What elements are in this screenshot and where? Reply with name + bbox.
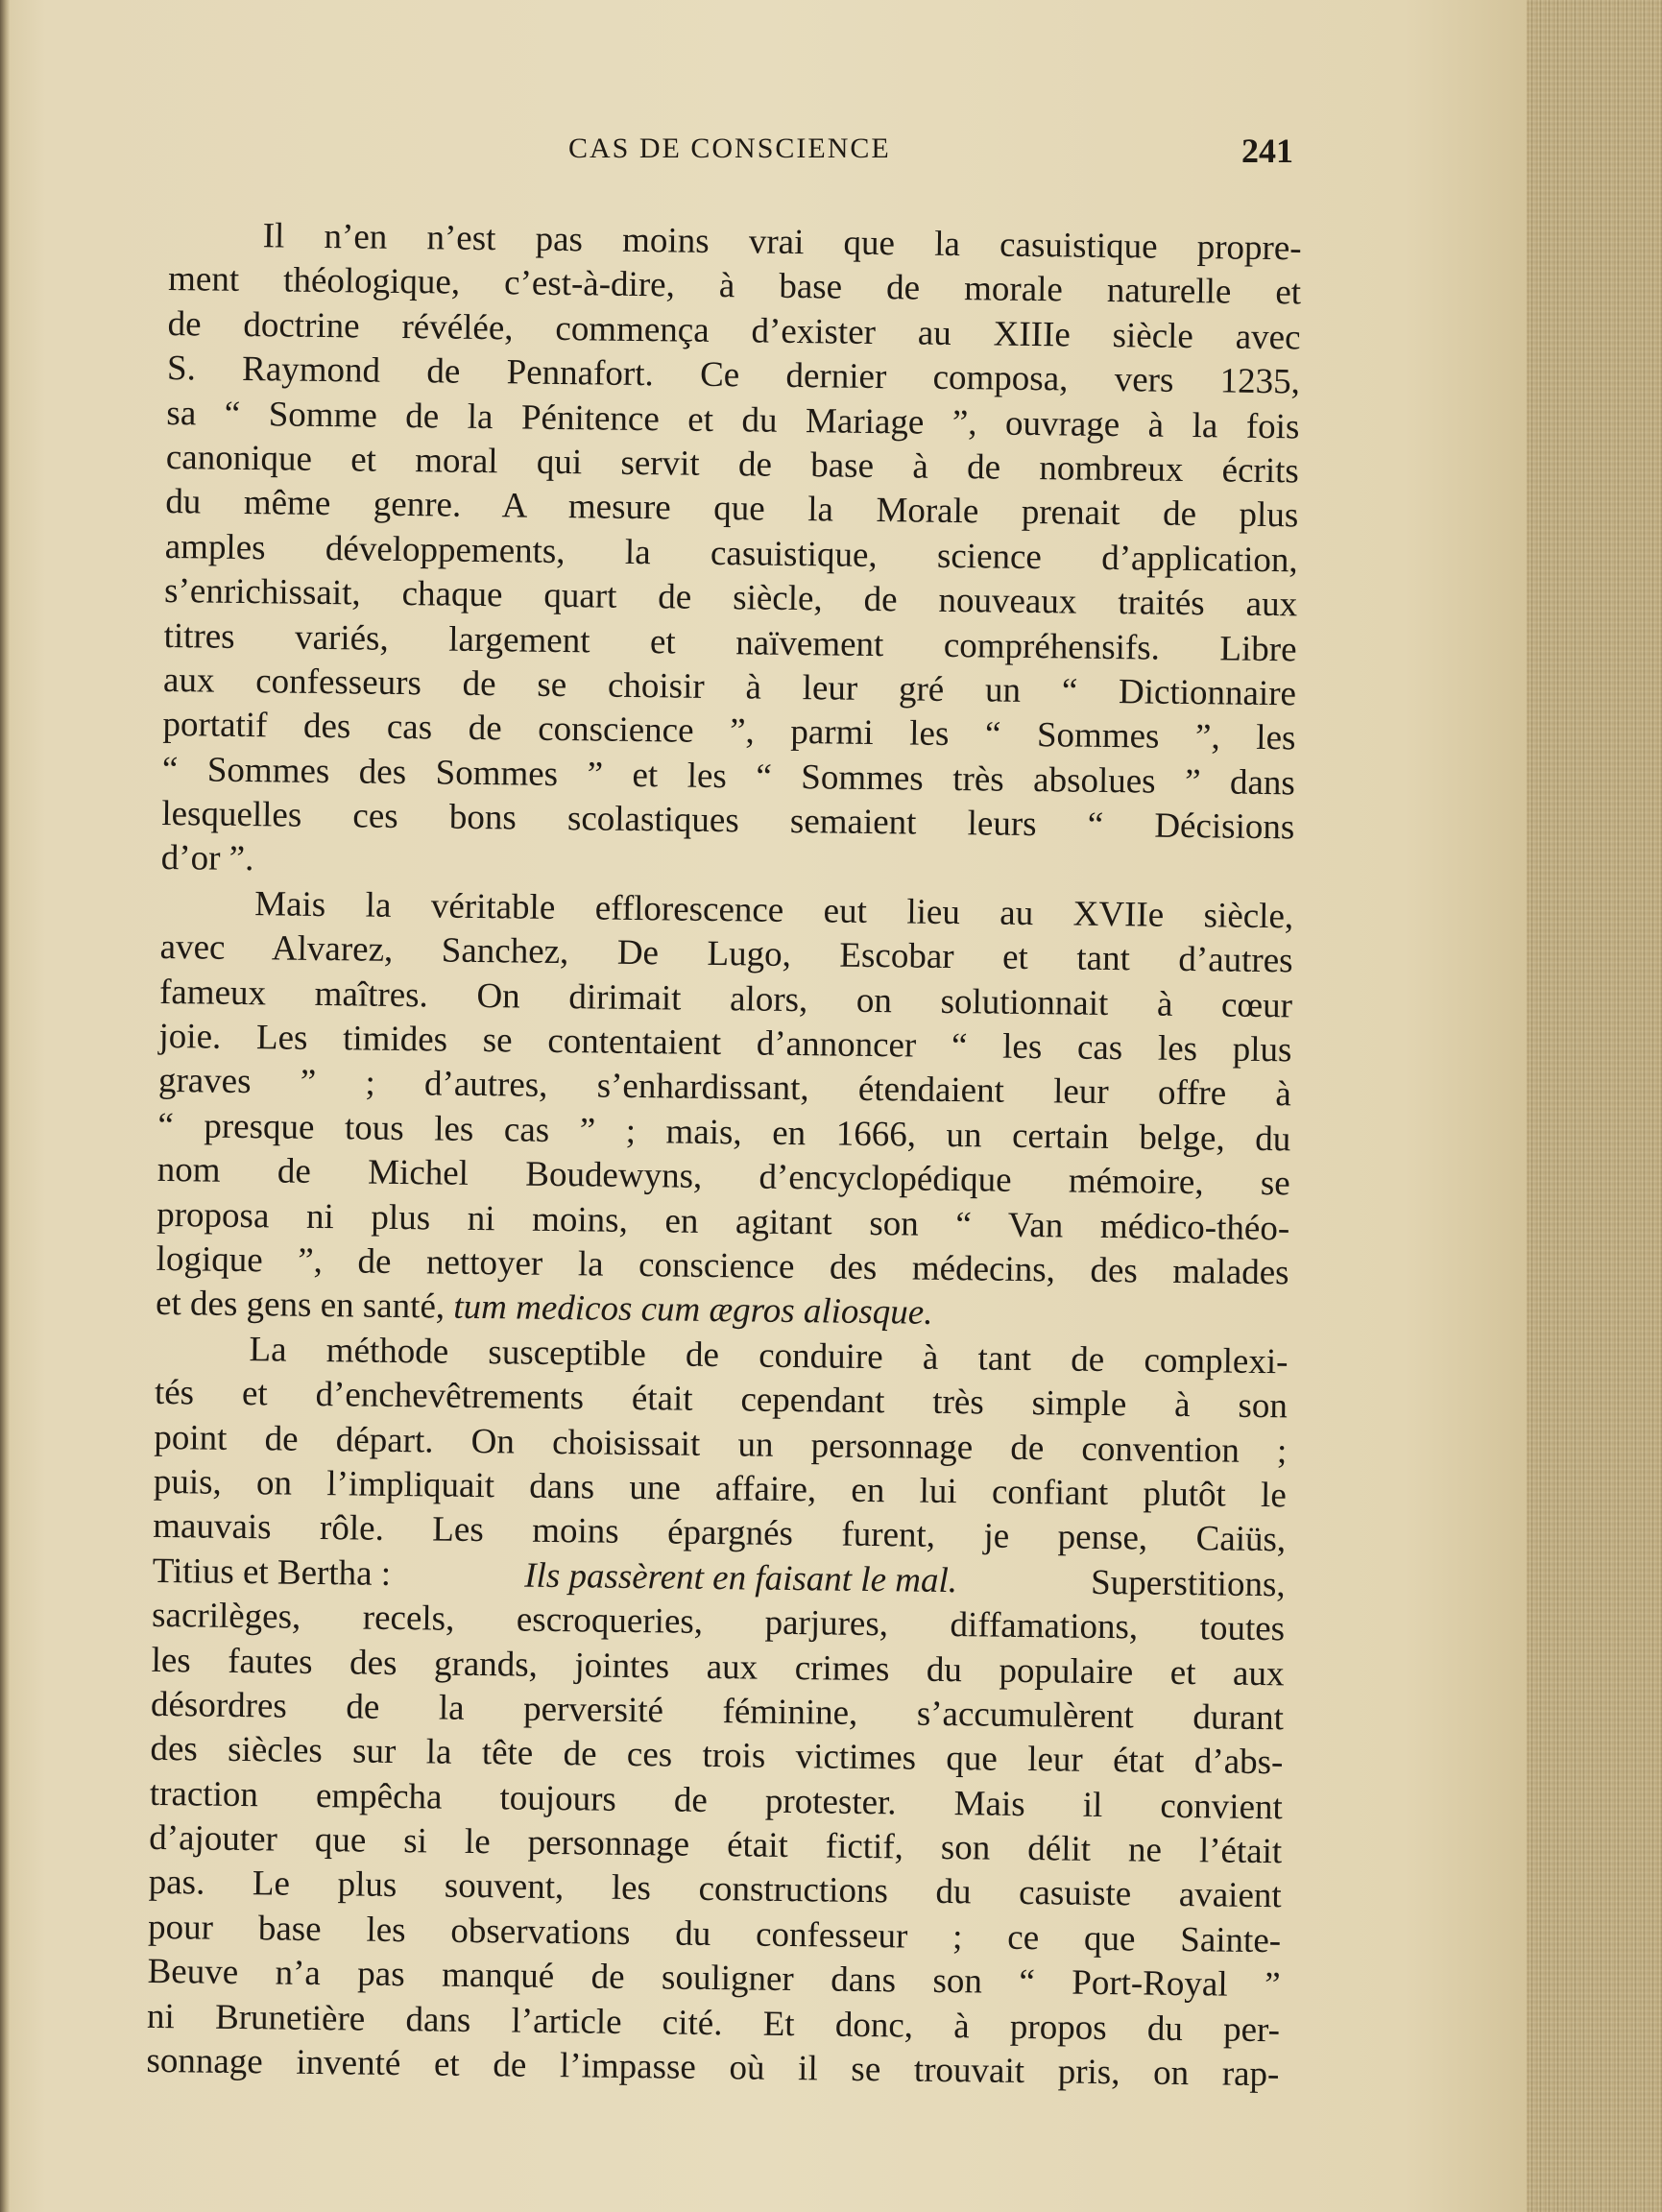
page-number: 241 — [1241, 132, 1293, 170]
text-line: s’enrichissait, chaque quart de siècle, de nouveaux traités aux — [163, 571, 1298, 625]
text-line: pour base les observations du confesseur ; ce que Sainte- — [147, 1907, 1282, 1961]
text-line: des siècles sur la tête de ces trois victimes que leur état d’abs- — [150, 1729, 1284, 1783]
text-line: sonnage inventé et de l’impasse où il se trouvait pris, on rap- — [146, 2040, 1280, 2095]
text-line: fameux maîtres. On dirimait alors, on solutionnait à cœur — [158, 972, 1293, 1025]
book-edge — [1527, 0, 1662, 2212]
text-line: ment théologique, c’est-à-dire, à base de morale naturelle et — [167, 259, 1302, 313]
text-line: mauvais rôle. Les moins épargnés furent, je pense, Caiüs, — [153, 1506, 1287, 1560]
text-line: puis, on l’impliquait dans une affaire, en lui confiant plutôt le — [153, 1461, 1288, 1516]
text-segment: et des gens en santé, — [155, 1284, 446, 1327]
text-line: aux confesseurs de se choisir à leur gré un “ Dictionnaire — [162, 660, 1297, 714]
italic-quote: Ils passèrent en faisant le mal. — [523, 1555, 958, 1600]
text-line: lesquelles ces bons scolastiques semaient leurs “ Décisions — [161, 794, 1295, 848]
text-line: Beuve n’a pas manqué de souligner dans son “ Port-Royal ” — [147, 1952, 1281, 2006]
text-line: “ Sommes des Sommes ” et les “ Sommes très absolues ” dans — [161, 749, 1296, 804]
running-title: CAS DE CONSCIENCE — [568, 132, 891, 164]
text-line: joie. Les timides se contentaient d’annoncer “ les cas les plus — [158, 1016, 1292, 1070]
text-line: pas. Le plus souvent, les constructions du casuiste avaient — [148, 1863, 1282, 1916]
text-line: graves ” ; d’autres, s’enhardissant, étendaient leur offre à — [157, 1061, 1292, 1115]
text-line: d’ajouter que si le personnage était fictif, son délit ne l’était — [149, 1817, 1283, 1872]
text-line: avec Alvarez, Sanchez, De Lugo, Escobar et tant d’autres — [159, 927, 1293, 981]
text-line: canonique et moral qui servit de base à de nombreux écrits — [165, 437, 1300, 492]
page-gutter — [0, 0, 10, 2212]
text-line: Mais la véritable efflorescence eut lieu au XVIIe siècle, — [253, 884, 1294, 937]
text-line: de doctrine révélée, commença d’exister au XIIIe siècle avec — [167, 303, 1301, 358]
text-line: “ presque tous les cas ” ; mais, en 1666, un certain belge, du — [157, 1105, 1291, 1160]
text-line: sa “ Somme de la Pénitence et du Mariage ”, ouvrage à la fois — [166, 393, 1300, 446]
text-line: portatif des cas de conscience ”, parmi les “ Sommes ”, les — [162, 705, 1296, 758]
text-line: proposa ni plus ni moins, en agitant son “ Van médico-théo- — [157, 1194, 1290, 1248]
text-line: Il n’en n’est pas moins vrai que la casuistique propre- — [262, 216, 1302, 269]
text-line: nom de Michel Boudewyns, d’encyclopédique mémoire, se — [157, 1150, 1290, 1204]
text-line: La méthode susceptible de conduire à tant de complexi- — [249, 1329, 1289, 1382]
text-line: du même genre. A mesure que la Morale prenait de plus — [165, 482, 1299, 536]
text-line: point de départ. On choisissait un personnage de convention ; — [154, 1417, 1288, 1471]
text-line: titres variés, largement et naïvement compréhensifs. Libre — [163, 615, 1297, 669]
text-line: d’or ”. — [160, 838, 254, 879]
text-line: tés et d’enchevêtrements était cependant très simple à son — [154, 1373, 1289, 1427]
page-header — [0, 132, 1527, 180]
text-segment: Superstitions, — [1090, 1562, 1286, 1605]
latin-quote: tum medicos cum ægros aliosque. — [453, 1287, 933, 1334]
text-line: S. Raymond de Pennafort. Ce dernier composa, vers 1235, — [166, 349, 1301, 402]
text-line: traction empêcha toujours de protester. Mais il convient — [149, 1773, 1284, 1827]
text-line: les fautes des grands, jointes aux crimes du populaire et aux — [151, 1640, 1285, 1694]
text-line: ni Brunetière dans l’article cité. Et donc, à propos du per- — [146, 1996, 1281, 2050]
text-line: sacrilèges, recels, escroqueries, parjures, diffamations, toutes — [151, 1596, 1286, 1649]
text-line: logique ”, de nettoyer la conscience des médecins, des malades — [156, 1238, 1289, 1293]
text-line: amples développements, la casuistique, science d’application, — [164, 526, 1298, 581]
text-segment: Titius et Bertha : — [152, 1551, 392, 1594]
text-line: désordres de la perversité féminine, s’accumulèrent durant — [150, 1684, 1285, 1739]
body-text — [146, 213, 1302, 2098]
